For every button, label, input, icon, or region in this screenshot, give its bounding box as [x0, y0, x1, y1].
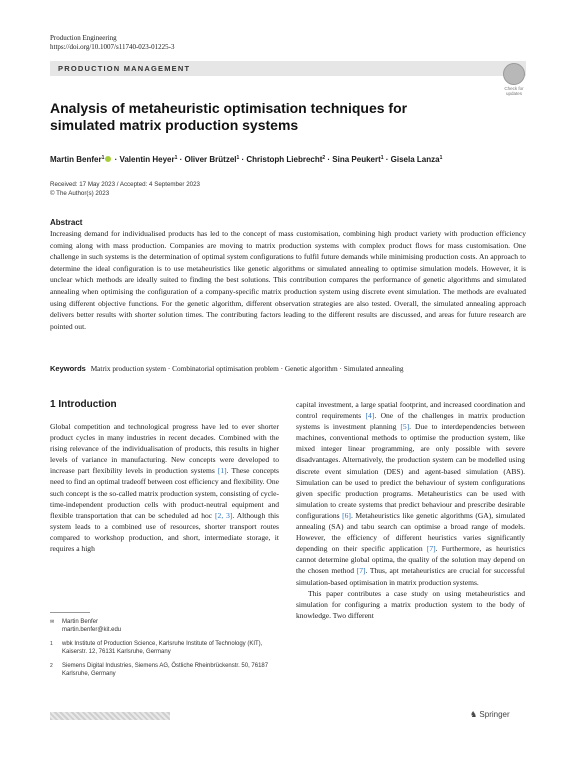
- check-for-updates-badge[interactable]: [500, 63, 528, 96]
- corresponding-email[interactable]: martin.benfer@kit.edu: [62, 627, 122, 633]
- citation-link[interactable]: [6]: [342, 510, 351, 520]
- affiliation-mark: 2: [322, 155, 326, 161]
- left-column: [50, 421, 279, 554]
- citation-link[interactable]: [2, 3]: [215, 510, 233, 520]
- affiliation-mark: 1: [380, 155, 384, 161]
- author-name[interactable]: Gisela Lanza: [390, 155, 440, 164]
- author-list: Martin Benfer$^1$ · Valentin Heyer$^1$ · Oliver Brützel$^1$ · Christoph Liebrecht$^2$ · Sina Peukert$^1$ · Gisela Lanza$^1$: [50, 155, 443, 164]
- footer-pattern-bar: [50, 712, 170, 720]
- corresponding-name: Martin Benfer: [62, 619, 99, 625]
- affiliation-text: Siemens Digital Industries, Siemens AG, Östliche Rheinbrückenstr. 50, 76187 Karlsruhe, Germany: [62, 663, 269, 677]
- footnote-divider: [50, 612, 90, 613]
- affiliation-mark: 1: [101, 155, 105, 161]
- envelope-icon: ✉: [50, 619, 55, 625]
- section-banner: PRODUCTION MANAGEMENT: [50, 61, 526, 76]
- affiliation-1: [50, 640, 279, 656]
- abstract-text: Increasing demand for individualised products has led to the concept of mass customisation, combining high product variety with production efficiency coming along with mass production. Companies are moving to matrix production systems with complex product flows for mass customisation. One challenge in such systems is the determination of optimal system configurations to fulfil future demands while minimising production costs. An approach to determine the ideal configuration is to use metaheuristics like genetic algorithms or simulated annealing to optimise simulation models. However, it is unclear which methods are ideally suited to finding the best solutions. This contribution compares the performance of genetic algorithms and simulated annealing when optimising the configuration of a company-specific matrix production system using discrete event simulation. The methods are evaluated using different objective functions. For the genetic algorithm, different observation strategies are also tested. Overall, the simulated annealing approach delivers better results with shorter solution times. The contributing factors leading to the different results are discussed, and areas for future research are pointed out.: [50, 229, 526, 331]
- author-name[interactable]: Martin Benfer: [50, 155, 102, 164]
- keywords: [50, 364, 526, 374]
- check-updates-icon: [503, 63, 525, 85]
- citation-link[interactable]: [5]: [400, 422, 410, 432]
- affiliation-mark: 1: [236, 155, 240, 161]
- author-name[interactable]: Christoph Liebrecht: [246, 155, 323, 164]
- received-accepted: Received: 17 May 2023 / Accepted: 4 September 2023: [50, 181, 200, 188]
- footnotes: [50, 612, 279, 684]
- springer-horse-icon: ♞: [470, 710, 478, 719]
- author-name[interactable]: Valentin Heyer: [119, 155, 175, 164]
- paragraph: Global competition and technological progress have led to ever shorter product cycles in many industries in recent decades. Combined with the rising relevance of the individualisation of products, this results in higher levels of variance in manufacturing. New concepts were developed to increase part flexibility levels in production systems [1]. These concepts need to find an optimal tradeoff between cost efficiency and flexibility. One such concept is the so-called matrix production system, consisting of cycle-time-independent production cells with product-neutral equipment and flexible transportation that can be scheduled ad hoc [2, 3]. Although this system leads to a combined use of resources, shorter transport routes compared to workshop production, and short, intermediate storage, it requires a high: [50, 422, 279, 554]
- orcid-icon[interactable]: [105, 156, 111, 162]
- affiliation-mark: 1: [439, 155, 443, 161]
- journal-name: Production Engineering: [50, 34, 117, 42]
- publisher-name: Springer: [479, 710, 510, 719]
- keywords-list: Matrix production system · Combinatorial optimisation problem · Genetic algorithm · Simulated annealing: [90, 364, 404, 373]
- article-title: Analysis of metaheuristic optimisation techniques for simulated matrix production systems: [50, 100, 408, 133]
- citation-link[interactable]: [7]: [426, 544, 436, 554]
- paragraph: This paper contributes a case study on using metaheuristics and simulation for configuring a matrix production system to the body of knowledge. Two different: [296, 588, 525, 620]
- citation-link[interactable]: [7]: [356, 566, 366, 576]
- check-updates-label: Check for updates: [504, 86, 524, 96]
- corresponding-author: [50, 618, 279, 634]
- article-dates: [50, 181, 200, 198]
- paragraph: capital investment, a large spatial footprint, and increased coordination and control requirements [4]. One of the challenges in matrix production systems is investment planning [5]. Due to interdependencies between machines, conventional methods to optimise the production system, like mixed integer linear programming, are only possible with severe disadvantages. Alternatively, the production system can be modelled using discrete event simulation (DES) and agent-based simulation (ABS). Simulation can be used to predict the behaviour of system configurations given specific production programs. Metaheuristics can be used with simulation to create systems that predict behaviour and prescribe desirable configurations [6]. Metaheuristics like genetic algorithms (GA), simulated annealing (SA) and tabu search can optimise a broad range of models. However, the efficiency of different heuristics varies significantly depending on their specific application [7]. Furthermore, as heuristics cannot determine global optima, the quality of the solution may depend on the chosen method [7]. Thus, apt metaheuristics are crucial for successful simulation-based optimisation in matrix production systems.: [296, 400, 526, 587]
- citation-link[interactable]: [4]: [365, 411, 375, 421]
- affiliation-number: 1: [50, 641, 53, 647]
- publisher-logo[interactable]: [470, 710, 510, 719]
- abstract-heading: Abstract: [50, 218, 83, 227]
- right-column: [296, 399, 525, 621]
- affiliation-mark: 1: [174, 155, 178, 161]
- author-name[interactable]: Oliver Brützel: [184, 155, 237, 164]
- affiliation-text: wbk Institute of Production Science, Karlsruhe Institute of Technology (KIT), Kaiserstr. 12, 76131 Karlsruhe, Germany: [62, 641, 263, 655]
- copyright: © The Author(s) 2023: [50, 189, 110, 197]
- journal-header: [50, 34, 174, 52]
- affiliation-number: 2: [50, 663, 53, 669]
- author-name[interactable]: Sina Peukert: [332, 155, 381, 164]
- affiliation-2: [50, 662, 279, 678]
- citation-link[interactable]: [1]: [217, 466, 227, 476]
- section-heading-introduction: 1 Introduction: [50, 399, 117, 410]
- keywords-label: Keywords: [50, 364, 86, 373]
- journal-doi[interactable]: https://doi.org/10.1007/s11740-023-01225-3: [50, 43, 175, 51]
